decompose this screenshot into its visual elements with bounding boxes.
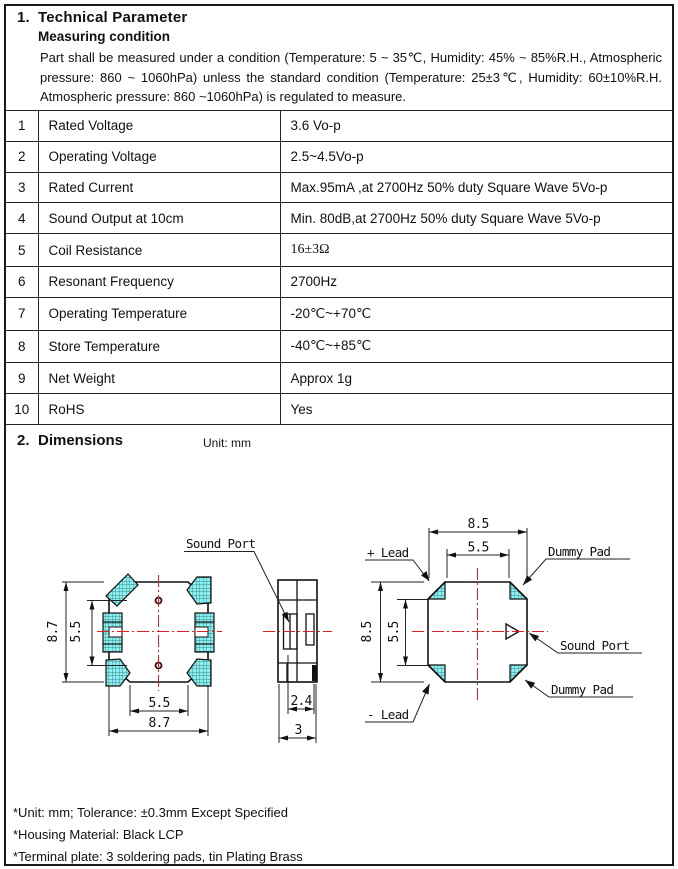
table-row	[6, 234, 672, 267]
param-name: Operating Temperature	[38, 297, 280, 330]
dim-bottom-view-width: 8.7	[148, 716, 170, 731]
table-row	[6, 111, 672, 142]
param-no: 4	[6, 203, 38, 234]
param-value: 2700Hz	[280, 266, 672, 297]
corner-pad	[429, 583, 446, 600]
measuring-condition-heading: Measuring condition	[38, 29, 171, 44]
table-row	[6, 172, 672, 203]
param-no: 6	[6, 266, 38, 297]
plus-lead-callout	[365, 545, 430, 581]
table-row	[6, 297, 672, 330]
note-line: *Housing Material: Black LCP	[13, 827, 184, 842]
top-view	[360, 517, 642, 722]
dim-bottom-view-inner-width: 5.5	[148, 696, 170, 711]
dummy-pad-callout-bottom	[525, 680, 633, 697]
param-no: 5	[6, 234, 38, 267]
bottom-view	[46, 574, 222, 736]
param-value: Min. 80dB,at 2700Hz 50% duty Square Wave 5Vo-p	[280, 203, 672, 234]
dim-bottom-view-height: 8.7	[46, 621, 61, 643]
plus-lead-label: + Lead	[367, 545, 409, 560]
datasheet-page	[4, 4, 674, 866]
param-value: -40℃~+85℃	[280, 330, 672, 363]
param-value: Max.95mA ,at 2700Hz 50% duty Square Wave 5Vo-p	[280, 172, 672, 203]
dim-top-view-height: 8.5	[360, 621, 375, 643]
corner-pad	[429, 665, 446, 682]
section1-title: Technical Parameter	[38, 9, 188, 26]
param-name: Resonant Frequency	[38, 266, 280, 297]
sound-port-callout-right	[529, 633, 642, 653]
footer-notes	[13, 802, 303, 868]
param-name: Sound Output at 10cm	[38, 203, 280, 234]
dummy-pad-label: Dummy Pad	[551, 682, 614, 697]
corner-pad	[510, 665, 527, 682]
side-pad	[195, 613, 214, 652]
minus-lead-label: - Lead	[367, 707, 409, 722]
sound-port-label: Sound Port	[186, 536, 256, 551]
terminal-notch	[312, 665, 317, 681]
side-view	[263, 580, 332, 743]
dimensions-drawing	[6, 440, 672, 770]
dim-top-view-inner-width: 5.5	[467, 540, 489, 556]
measuring-condition-paragraph: Part shall be measured under a condition (Temperature: 5 ~ 35℃, Humidity: 45% ~ 85%R.H., Atmospheric pressure: 860 ~ 1060hPa) unless the standard condition (Temperature: 25±3℃, Humidity: 60±10%R.H. Atmospheric pressure: 860 ~1060hPa) is regulated to measure.	[40, 50, 662, 104]
table-row	[6, 266, 672, 297]
dim-side-port-width: 2.4	[290, 694, 312, 709]
dummy-pad-callout-top	[523, 544, 630, 585]
param-no: 8	[6, 330, 38, 363]
table-row	[6, 203, 672, 234]
param-name: Net Weight	[38, 363, 280, 394]
section2-number: 2.	[17, 432, 30, 449]
sound-port-label: Sound Port	[560, 638, 630, 653]
param-name: Coil Resistance	[38, 234, 280, 267]
parameter-table	[6, 110, 672, 425]
dim-bottom-view-inner-height: 5.5	[69, 621, 84, 643]
table-row	[6, 330, 672, 363]
section1-number: 1.	[17, 9, 30, 26]
dim-top-view-width: 8.5	[467, 517, 489, 532]
param-name: Rated Current	[38, 172, 280, 203]
param-value: -20℃~+70℃	[280, 297, 672, 330]
dim-top-view-inner-height: 5.5	[387, 621, 402, 643]
param-no: 2	[6, 141, 38, 172]
section1-heading	[17, 9, 187, 26]
note-line: *Terminal plate: 3 soldering pads, tin Plating Brass	[13, 849, 303, 864]
param-no: 7	[6, 297, 38, 330]
table-row	[6, 363, 672, 394]
param-no: 9	[6, 363, 38, 394]
section2-title: Dimensions	[38, 432, 124, 449]
param-value: Yes	[280, 394, 672, 425]
param-value: 3.6 Vo-p	[280, 111, 672, 142]
side-pad	[103, 613, 122, 652]
param-no: 3	[6, 172, 38, 203]
table-row	[6, 394, 672, 425]
unit-label: Unit: mm	[203, 436, 251, 450]
param-name: RoHS	[38, 394, 280, 425]
dummy-pad-label: Dummy Pad	[548, 544, 611, 559]
param-value: 16±3Ω	[280, 234, 672, 267]
param-name: Rated Voltage	[38, 111, 280, 142]
param-name: Store Temperature	[38, 330, 280, 363]
dim-side-thickness: 3	[294, 723, 302, 738]
table-row	[6, 141, 672, 172]
param-no: 1	[6, 111, 38, 142]
param-value: Approx 1g	[280, 363, 672, 394]
note-line: *Unit: mm; Tolerance: ±0.3mm Except Specified	[13, 805, 288, 820]
param-no: 10	[6, 394, 38, 425]
corner-pad	[510, 583, 527, 600]
minus-lead-callout	[365, 684, 430, 722]
param-value: 2.5~4.5Vo-p	[280, 141, 672, 172]
param-name: Operating Voltage	[38, 141, 280, 172]
